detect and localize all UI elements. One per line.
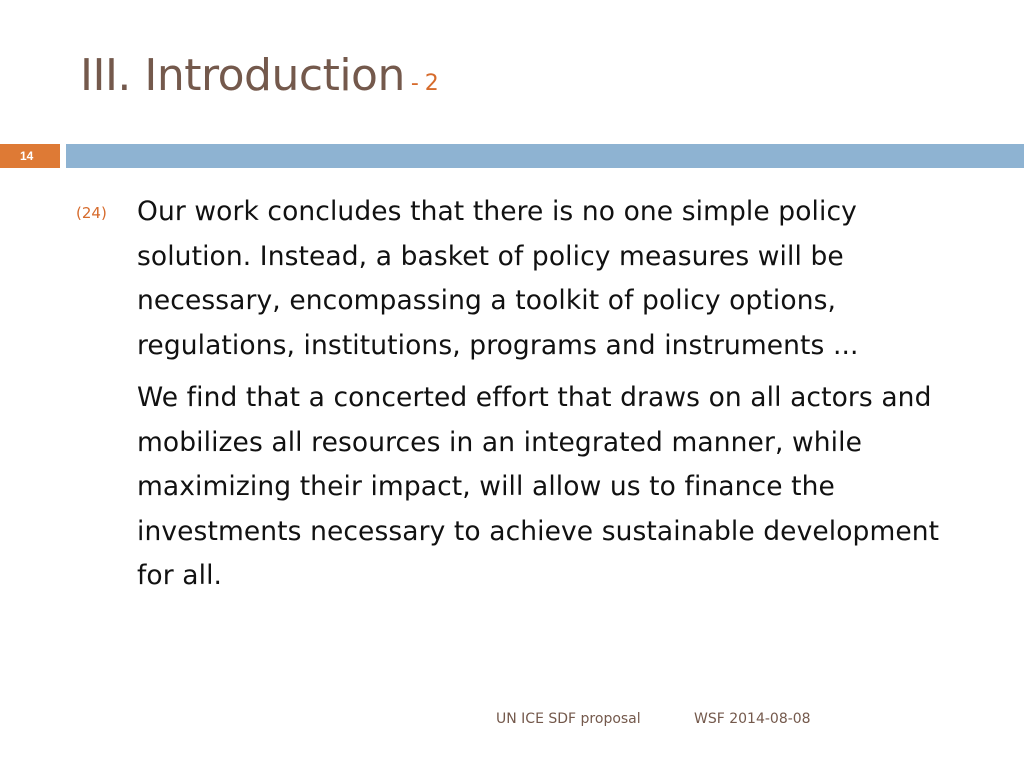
- slide-title-suffix: - 2: [410, 71, 439, 96]
- slide-title-text: III. Introduction: [80, 50, 405, 101]
- bullet-marker: (24): [76, 204, 107, 222]
- footer-presentation-name: UN ICE SDF proposal: [496, 711, 641, 727]
- paragraph-2: We find that a concerted effort that draws on all actors and mobilizes all resources in an integrated manner, while maximizing their impact, will allow us to finance the investments necessary to achieve sustainable development for all.: [137, 382, 940, 591]
- bullet-item: [76, 190, 976, 599]
- footer: [0, 711, 1024, 731]
- header-band: [0, 144, 1024, 168]
- slide-number: 14: [0, 144, 60, 168]
- footer-date: WSF 2014-08-08: [694, 711, 811, 727]
- slide-content: [76, 190, 976, 599]
- header-bar: [66, 144, 1024, 168]
- slide-title: [80, 50, 439, 101]
- paragraph-1: Our work concludes that there is no one simple policy solution. Instead, a basket of policy measures will be necessary, encompassing a toolkit of policy options, regulations, institutions, programs and instruments ...: [137, 196, 859, 361]
